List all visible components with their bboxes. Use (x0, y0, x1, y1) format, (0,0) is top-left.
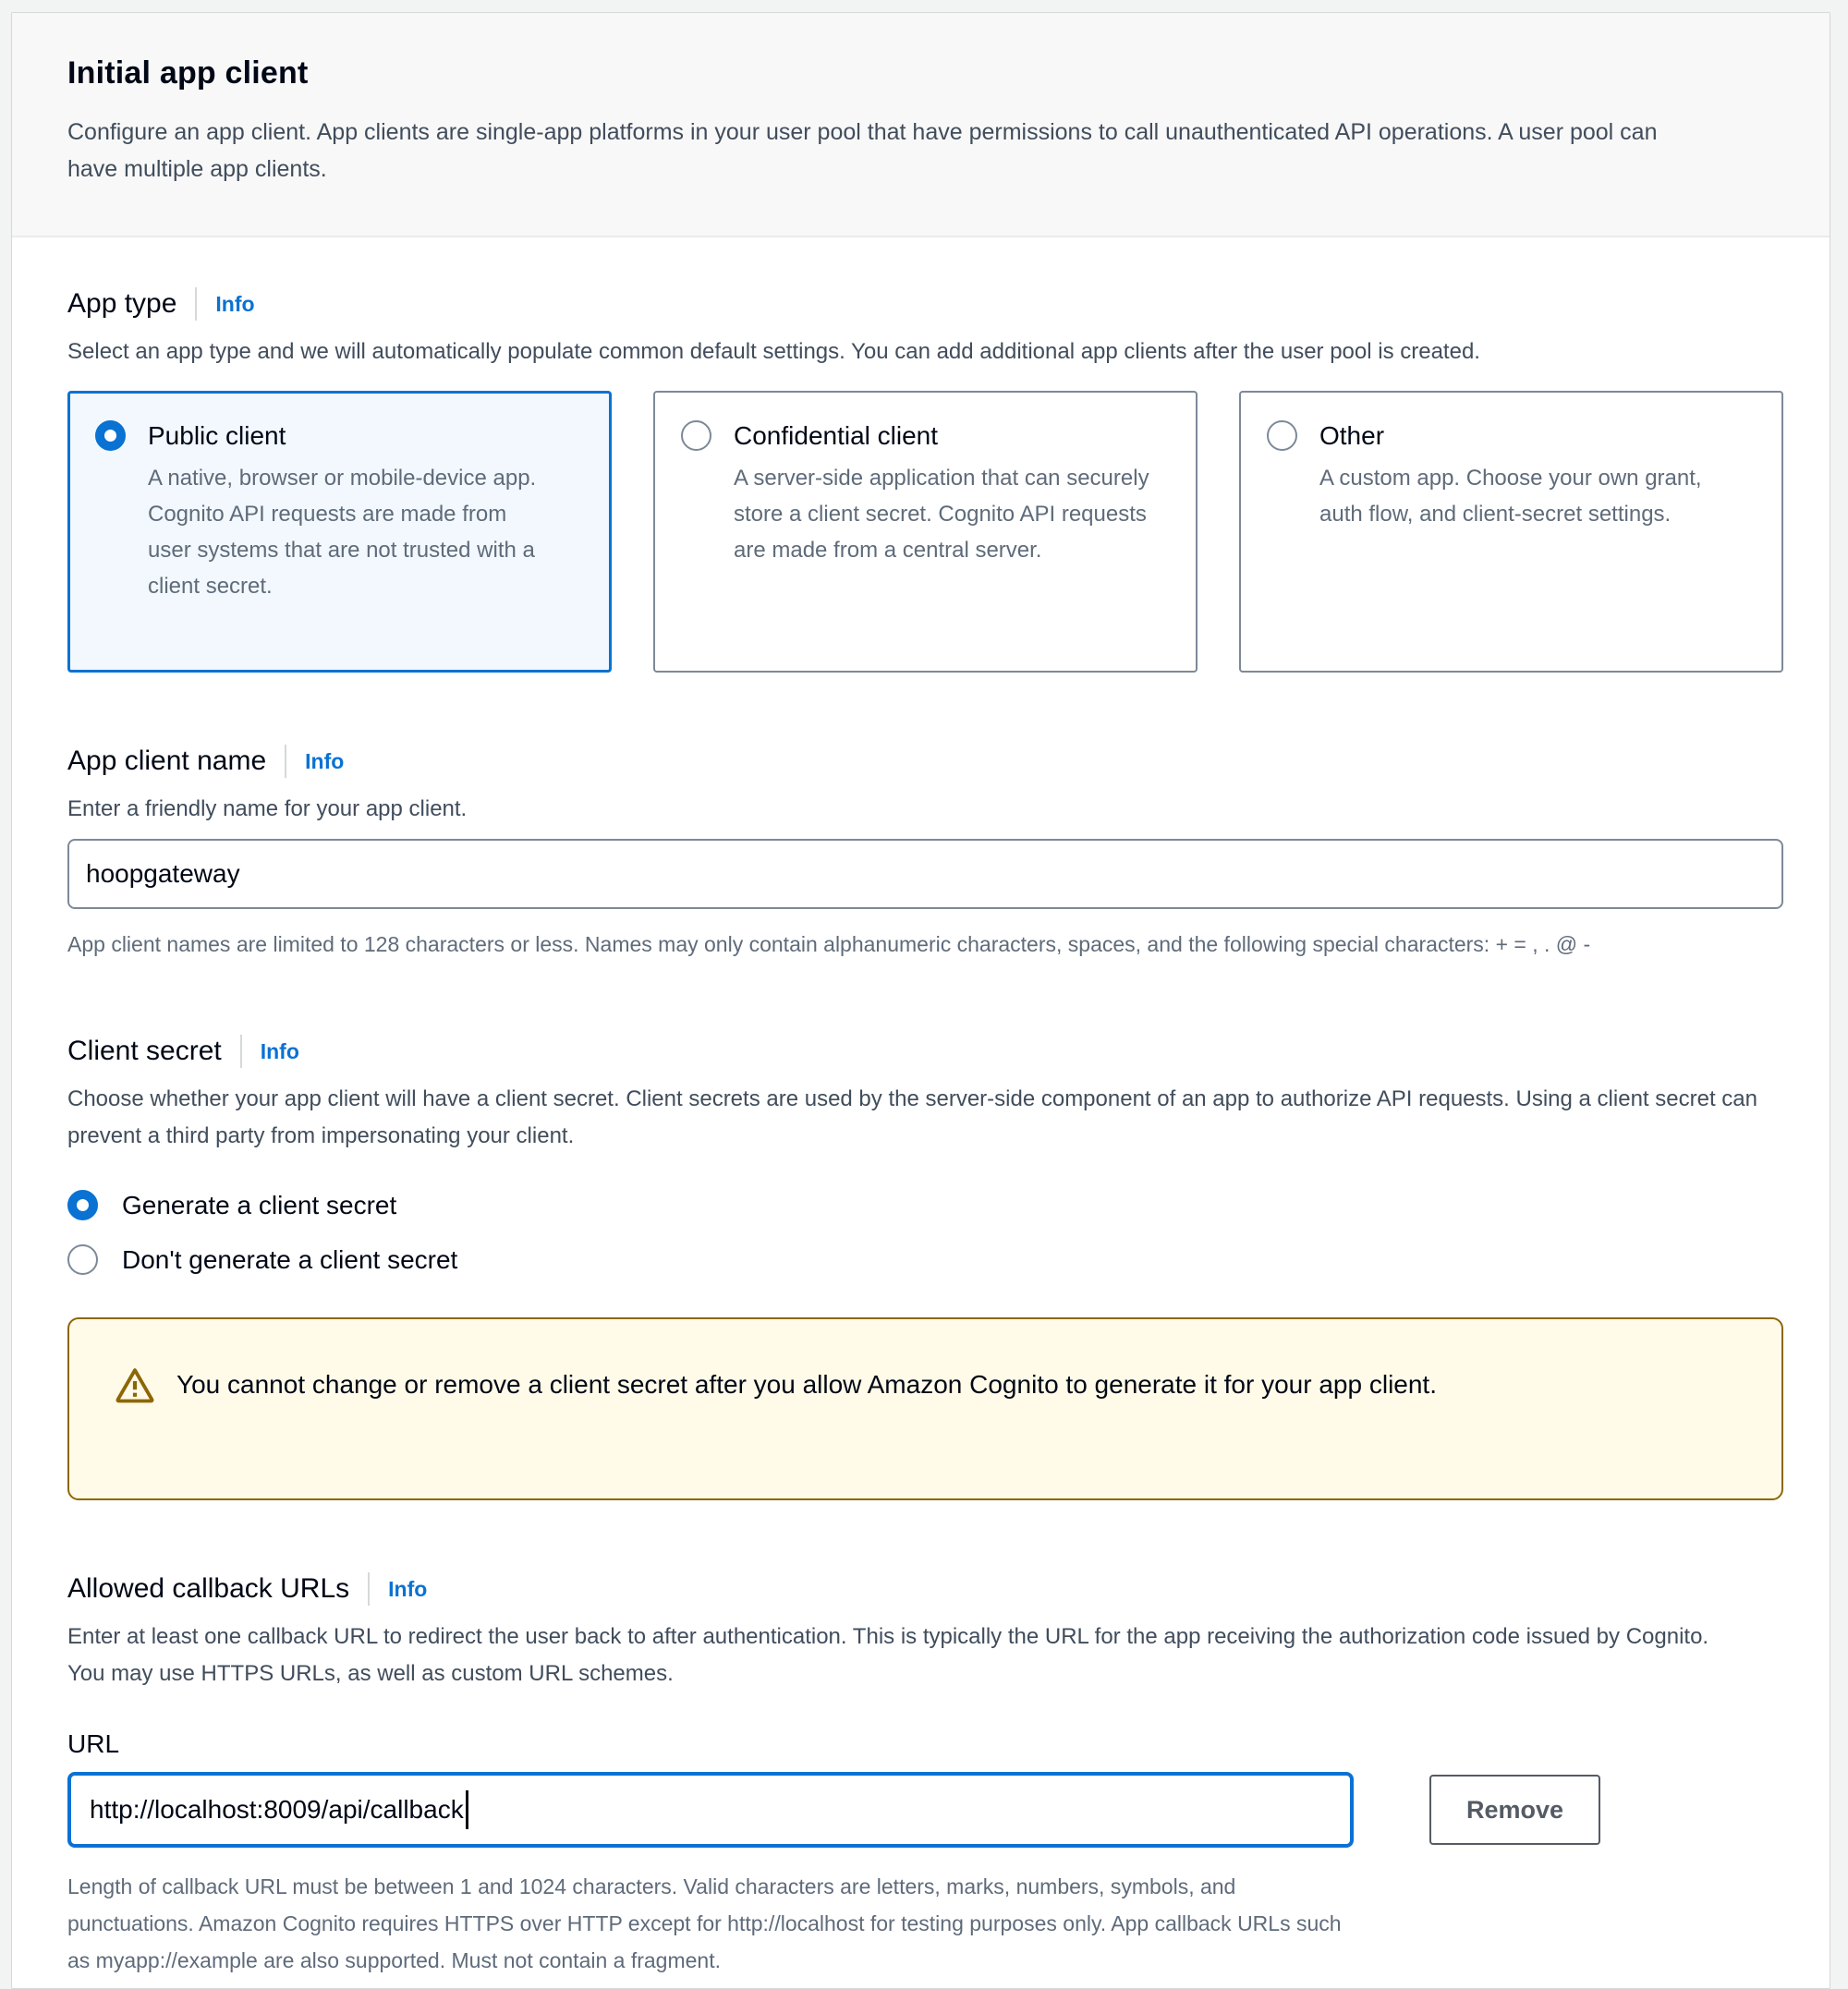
app-client-name-constraint: App client names are limited to 128 characters or less. Names may only contain alphanumeric characters, spaces, and the following special characters: + = , . @ - (67, 932, 1591, 956)
radio-confidential-client[interactable] (681, 420, 711, 451)
section-app-client-name (67, 745, 1783, 963)
option-dont-generate-secret-label: Don't generate a client secret (122, 1244, 458, 1274)
app-client-name-heading-row (67, 745, 1783, 778)
callback-url-value: http://localhost:8009/api/callback (90, 1795, 464, 1824)
callback-urls-heading-row (67, 1572, 1783, 1606)
section-client-secret (67, 1035, 1783, 1500)
tile-confidential-client-description: A server-side application that can securely store a client secret. Cognito API requests are made from a central server. (734, 466, 1149, 563)
client-secret-description: Choose whether your app client will have a client secret. Client secrets are used by the server-side component of an app to authorize API requests. Using a client secret can prevent a third party from impersonating your client. (67, 1086, 1757, 1148)
heading-divider (240, 1035, 242, 1068)
radio-other[interactable] (1267, 420, 1297, 451)
remove-url-button[interactable]: Remove (1429, 1775, 1600, 1845)
heading-divider (195, 287, 197, 321)
section-app-type (67, 287, 1783, 673)
tile-other[interactable] (1239, 391, 1783, 673)
tile-confidential-client[interactable] (653, 391, 1198, 673)
callback-urls-heading: Allowed callback URLs (67, 1573, 350, 1604)
client-secret-warning-text: You cannot change or remove a client secret after you allow Amazon Cognito to generate it for your app client. (176, 1370, 1437, 1399)
app-client-name-heading: App client name (67, 746, 267, 776)
panel-header (12, 13, 1830, 237)
url-row (67, 1772, 1783, 1848)
callback-urls-info-link[interactable]: Info (388, 1576, 428, 1601)
app-type-tiles (67, 391, 1783, 673)
radio-dont-generate-secret[interactable] (67, 1244, 98, 1275)
client-secret-heading-row (67, 1035, 1783, 1068)
radio-public-client[interactable] (95, 420, 126, 451)
tile-other-top (1267, 420, 1756, 451)
tile-confidential-client-label: Confidential client (734, 420, 939, 450)
tile-other-label: Other (1319, 420, 1385, 450)
tile-public-client[interactable] (67, 391, 612, 673)
callback-url-input[interactable] (67, 1772, 1354, 1848)
panel-content (12, 237, 1830, 1979)
client-secret-info-link[interactable]: Info (260, 1038, 299, 1063)
client-secret-heading: Client secret (67, 1036, 222, 1066)
callback-url-help: Length of callback URL must be between 1 and 1024 characters. Valid characters are letters, marks, numbers, symbols, and punctuations. Amazon Cognito requires HTTPS over HTTP except for http://localhost for testing purposes only. App callback URLs such as myapp://example are also supported. Must not contain a fragment. (67, 1874, 1342, 1972)
client-secret-warning-alert (67, 1317, 1783, 1500)
tile-confidential-client-top (681, 420, 1170, 451)
section-callback-urls (67, 1572, 1783, 1979)
tile-public-client-description: A native, browser or mobile-device app. Cognito API requests are made from user systems that are not trusted with a client secret. (148, 466, 537, 599)
callback-urls-description: Enter at least one callback URL to redirect the user back to after authentication. This is typically the URL for the app receiving the authorization code issued by Cognito. You may use HTTPS URLs, as well as custom URL schemes. (67, 1624, 1709, 1686)
app-client-name-input[interactable] (67, 839, 1783, 909)
heading-divider (368, 1572, 370, 1606)
app-type-heading-row (67, 287, 1783, 321)
tile-public-client-label: Public client (148, 420, 286, 450)
app-type-description: Select an app type and we will automatically populate common default settings. You can add additional app clients after the user pool is created. (67, 339, 1480, 364)
radio-generate-secret[interactable] (67, 1190, 98, 1220)
option-generate-secret-label: Generate a client secret (122, 1190, 397, 1219)
app-client-name-description: Enter a friendly name for your app client. (67, 796, 468, 821)
tile-public-client-top (95, 420, 584, 451)
heading-divider (285, 745, 286, 778)
app-type-info-link[interactable]: Info (215, 291, 255, 316)
tile-other-description: A custom app. Choose your own grant, auth flow, and client-secret settings. (1319, 466, 1702, 527)
initial-app-client-panel (11, 12, 1830, 1989)
text-cursor (466, 1790, 468, 1829)
option-dont-generate-secret[interactable] (67, 1244, 1783, 1275)
app-type-heading: App type (67, 288, 177, 319)
page-description: Configure an app client. App clients are single-app platforms in your user pool that have permissions to call unauthenticated API operations. A user pool can have multiple app clients. (67, 119, 1658, 182)
app-client-name-info-link[interactable]: Info (305, 748, 345, 773)
option-generate-secret[interactable] (67, 1190, 1783, 1220)
warning-icon (114, 1364, 156, 1412)
url-label: URL (67, 1729, 120, 1758)
page-title: Initial app client (67, 55, 309, 91)
